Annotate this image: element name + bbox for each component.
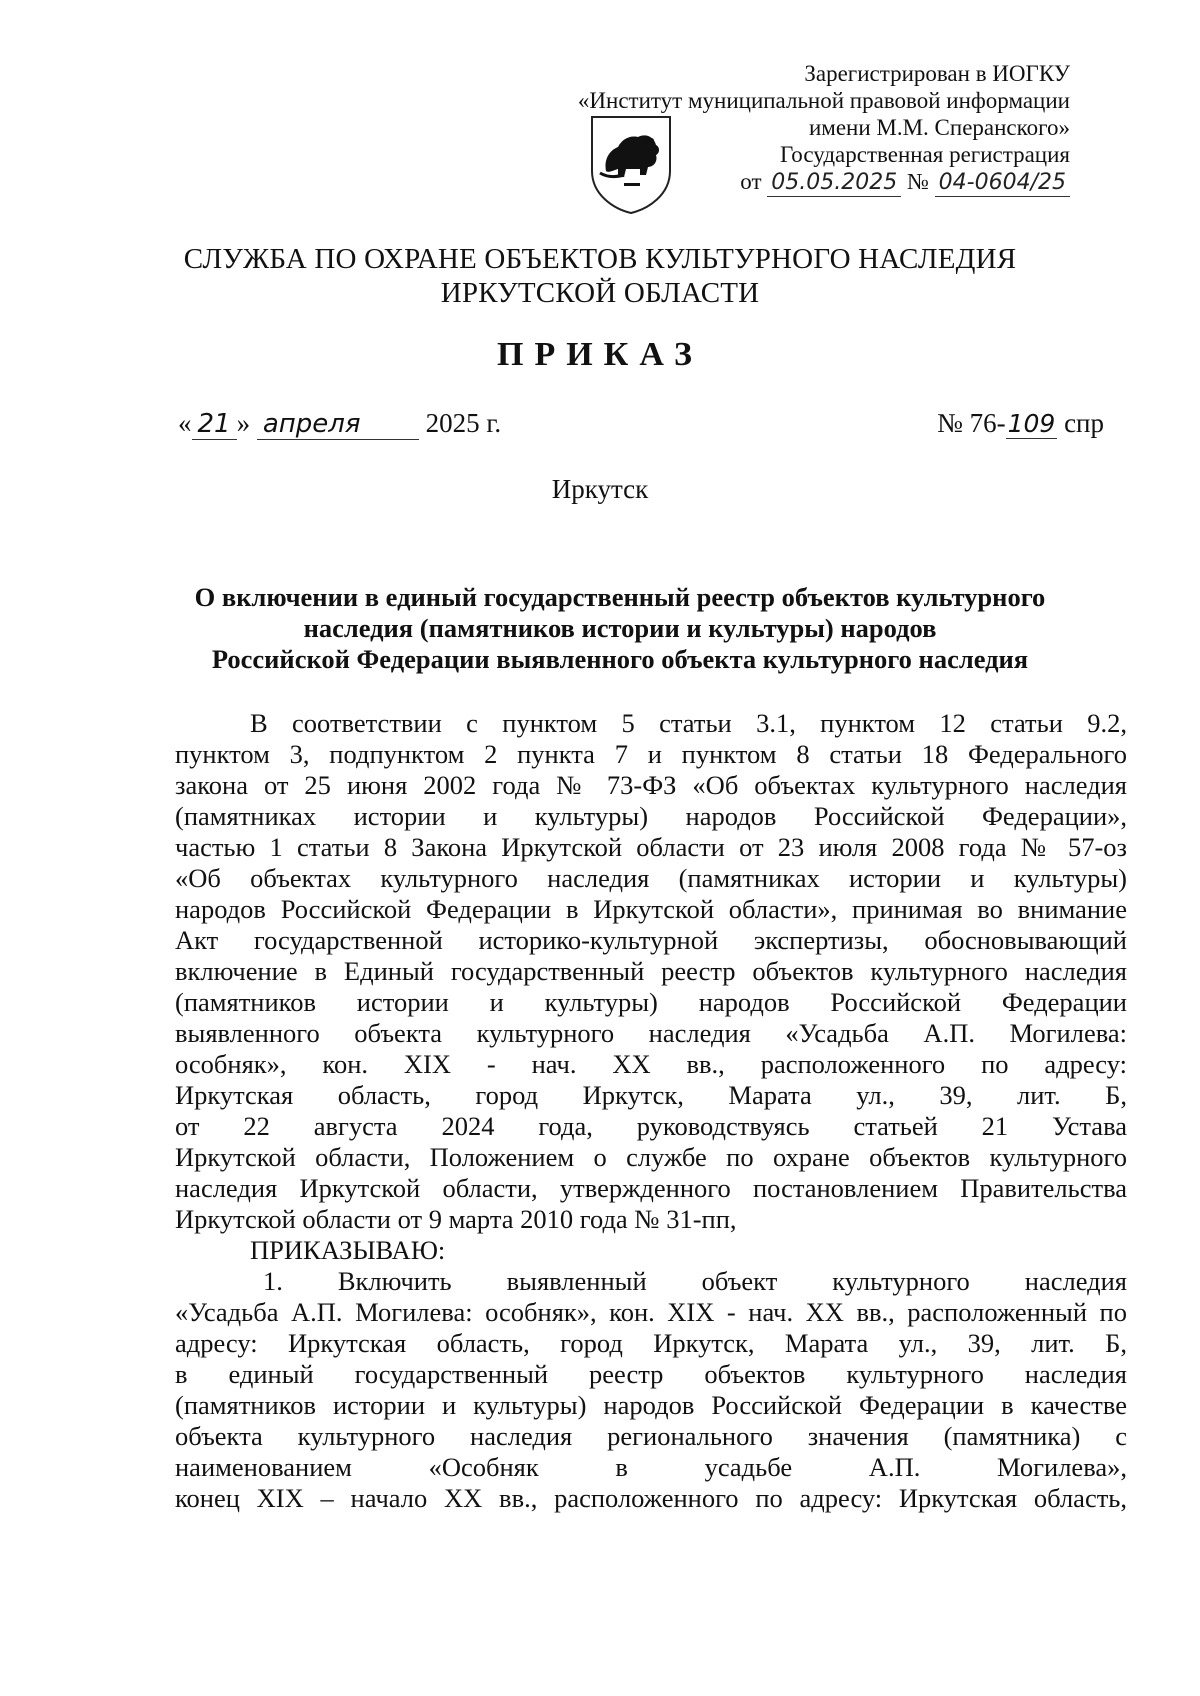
irkutsk-coat-of-arms-icon — [588, 113, 674, 217]
body-line: Иркутская область, город Иркутск, Марата ул., 39, лит. Б, — [175, 1080, 1127, 1110]
body-line: конец XIX – начало XX вв., расположенного по адресу: Иркутская область, — [175, 1483, 1127, 1513]
body-line: наименованием «Особняк в усадьбе А.П. Могилева», — [175, 1452, 1127, 1482]
organization-line: ИРКУТСКОЙ ОБЛАСТИ — [440, 277, 760, 309]
body-line: в единый государственный реестр объектов культурного наследия — [175, 1359, 1127, 1389]
registration-line: имени М.М. Сперанского» — [808, 115, 1070, 140]
registration-line: «Институт муниципальной правовой информации — [577, 88, 1070, 113]
body-line: выявленного объекта культурного наследия «Усадьба А.П. Могилева: — [175, 1018, 1127, 1048]
order-number — [937, 408, 1104, 439]
date-close-quote: » — [236, 408, 251, 438]
order-number-prefix: № 76- — [937, 408, 1006, 438]
body-line: наследия Иркутской области, утвержденного постановлением Правительства — [175, 1173, 1127, 1203]
body-line: особняк», кон. XIX - нач. XX вв., расположенного по адресу: — [175, 1049, 1127, 1079]
body-line: от 22 августа 2024 года, руководствуясь статьей 21 Устава — [175, 1111, 1127, 1141]
date-year: 2025 г. — [425, 408, 502, 438]
order-number-handwritten: 109 — [1007, 409, 1056, 438]
body-line: частью 1 статьи 8 Закона Иркутской области от 23 июля 2008 года № 57-оз — [175, 832, 1127, 862]
order-body — [175, 708, 1127, 1514]
organization-name — [0, 242, 1200, 310]
organization-line: СЛУЖБА ПО ОХРАНЕ ОБЪЕКТОВ КУЛЬТУРНОГО НАСЛЕДИЯ — [183, 243, 1017, 275]
body-line: «Усадьба А.П. Могилева: особняк», кон. XIX - нач. XX вв., расположенный по — [175, 1297, 1127, 1327]
registration-line: Государственная регистрация — [780, 142, 1070, 167]
order-title: ПРИКАЗ — [497, 336, 703, 373]
registration-date-handwritten: 05.05.2025 — [767, 169, 901, 197]
body-line: включение в Единый государственный реестр объектов культурного наследия — [175, 956, 1127, 986]
body-line: «Об объектах культурного наследия (памятниках истории и культуры) — [175, 863, 1127, 893]
body-line: пунктом 3, подпунктом 2 пункта 7 и пунктом 8 статьи 18 Федерального — [175, 739, 1127, 769]
registration-date-prefix: от — [740, 169, 762, 194]
order-date — [178, 408, 501, 440]
registration-number-handwritten: 04-0604/25 — [935, 169, 1070, 197]
body-line: (памятников истории и культуры) народов Российской Федерации в качестве — [175, 1390, 1127, 1420]
body-line: 1. Включить выявленный объект культурного наследия — [263, 1266, 1127, 1296]
body-line: закона от 25 июня 2002 года № 73-ФЗ «Об объектах культурного наследия — [175, 770, 1127, 800]
body-line: (памятников истории и культуры) народов Российской Федерации — [175, 987, 1127, 1017]
registration-number-prefix: № — [906, 169, 929, 194]
registration-line: Зарегистрирован в ИОГКУ — [804, 61, 1070, 86]
subject-line: Российской Федерации выявленного объекта культурного наследия — [211, 644, 1029, 674]
body-line: объекта культурного наследия регионального значения (памятника) с — [175, 1421, 1127, 1451]
body-line: адресу: Иркутская область, город Иркутск, Марата ул., 39, лит. Б, — [175, 1328, 1127, 1358]
order-number-suffix: спр — [1064, 408, 1104, 438]
subject-line: наследия (памятников истории и культуры) народов — [303, 613, 937, 643]
body-line: (памятниках истории и культуры) народов Российской Федерации», — [175, 801, 1127, 831]
date-day-handwritten: 21 — [192, 409, 237, 440]
body-line: Иркутской области от 9 марта 2010 года № 31-пп, — [175, 1204, 737, 1234]
date-month-handwritten: апреля — [257, 409, 419, 440]
city: Иркутск — [551, 474, 649, 504]
body-line: народов Российской Федерации в Иркутской области», принимая во внимание — [175, 894, 1127, 924]
body-line: В соответствии с пунктом 5 статьи 3.1, пунктом 12 статьи 9.2, — [250, 708, 1127, 738]
order-subject — [140, 582, 1100, 675]
body-line: Иркутской области, Положением о службе по охране объектов культурного — [175, 1142, 1127, 1172]
subject-line: О включении в единый государственный реестр объектов культурного — [194, 582, 1046, 612]
directive-heading: ПРИКАЗЫВАЮ: — [250, 1235, 446, 1265]
date-open-quote: « — [178, 408, 192, 438]
body-line: Акт государственной историко-культурной экспертизы, обосновывающий — [175, 925, 1127, 955]
